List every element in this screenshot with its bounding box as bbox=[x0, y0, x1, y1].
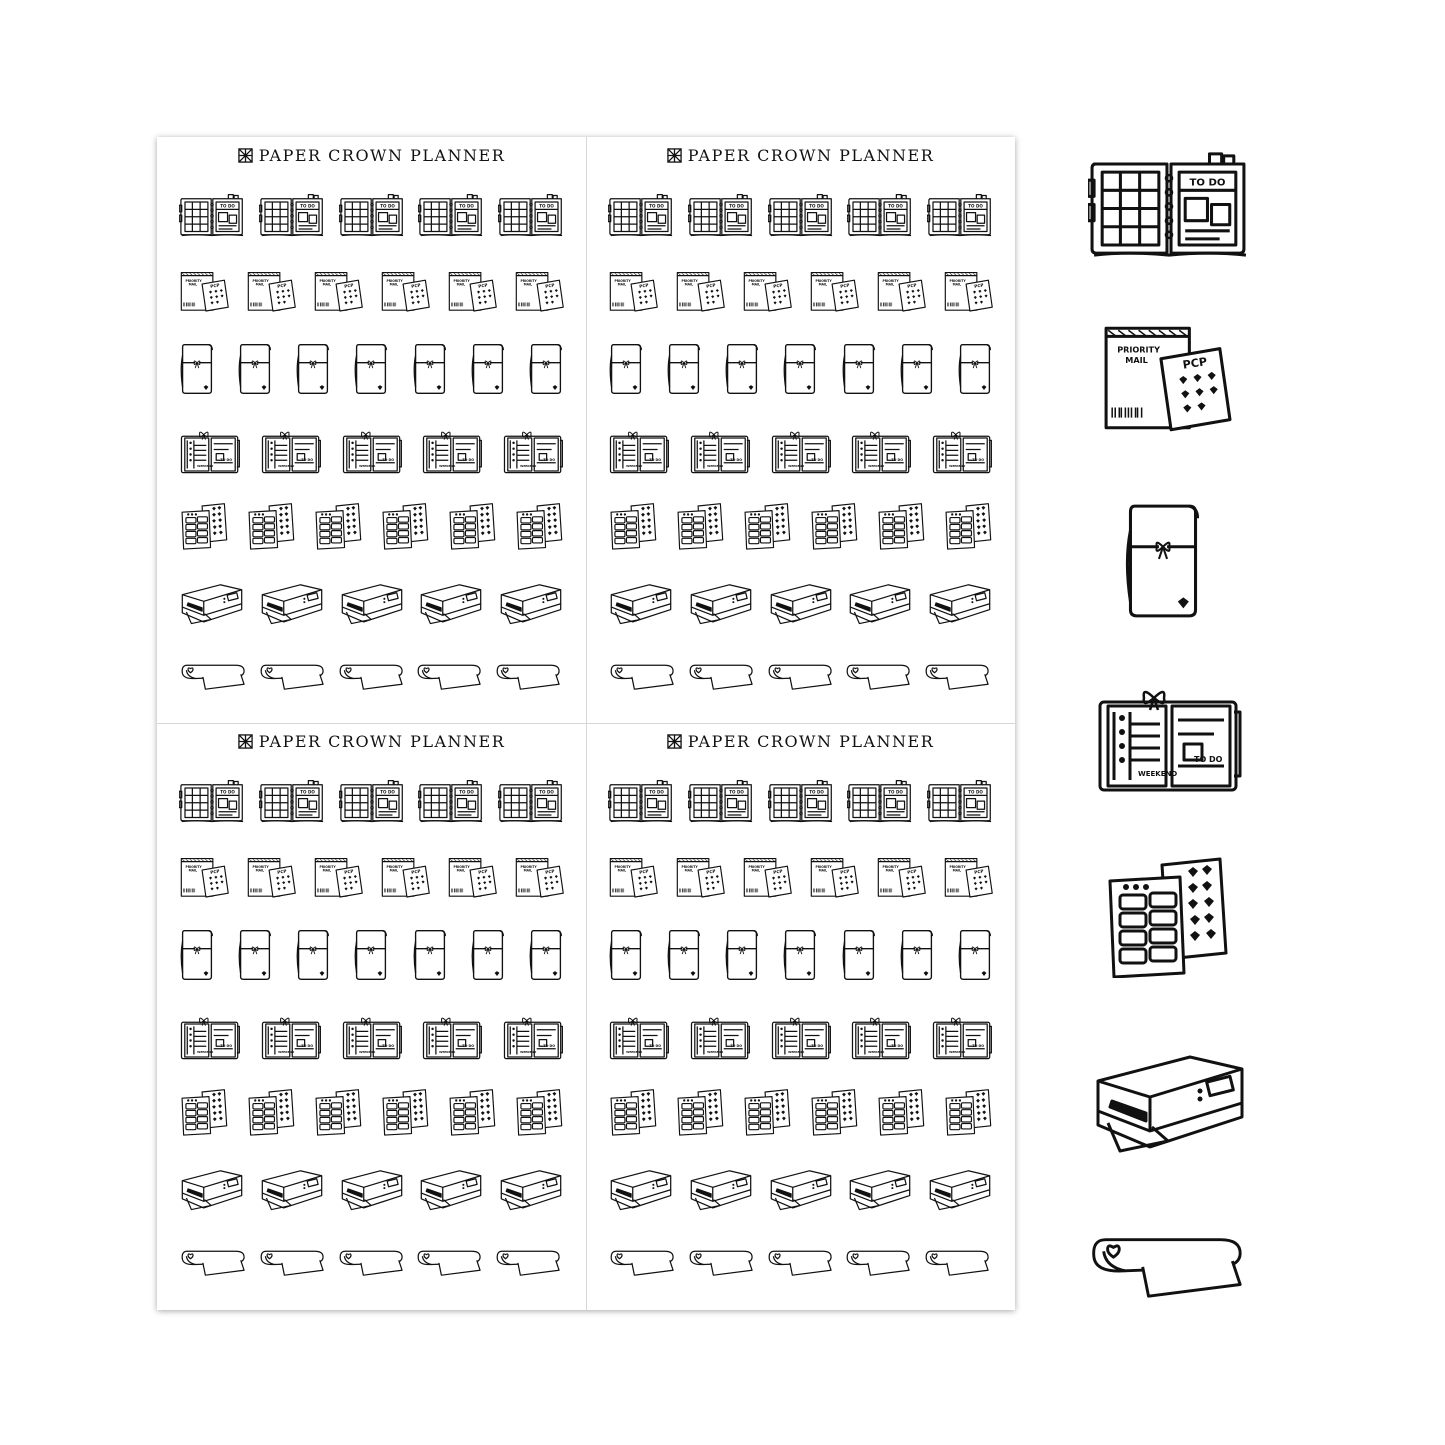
crown-box-logo-icon bbox=[238, 734, 253, 749]
laminator-icon bbox=[258, 1245, 328, 1279]
open-planner-bow-icon bbox=[502, 427, 564, 477]
planner-todo-icon bbox=[847, 193, 913, 238]
sheet-quadrant-top-left bbox=[157, 137, 586, 723]
sticker-row bbox=[608, 779, 993, 824]
sticker-sheets-icon bbox=[675, 1087, 725, 1137]
travelers-notebook-icon bbox=[412, 342, 448, 396]
planner-todo-icon bbox=[418, 193, 484, 238]
priority-mail-pcp-icon bbox=[608, 853, 658, 901]
travelers-notebook-icon bbox=[179, 928, 215, 982]
sticker-sheets-icon bbox=[742, 1087, 792, 1137]
crown-box-logo-icon bbox=[667, 148, 682, 163]
printer-icon bbox=[927, 581, 993, 629]
sticker-sheets-icon bbox=[313, 1087, 363, 1137]
planner-todo-icon bbox=[688, 193, 754, 238]
printer-icon-large bbox=[1090, 1048, 1250, 1164]
sticker-row bbox=[179, 928, 564, 982]
travelers-notebook-icon bbox=[412, 928, 448, 982]
sticker-row bbox=[179, 1167, 564, 1215]
open-planner-bow-icon bbox=[770, 427, 832, 477]
open-planner-bow-icon bbox=[421, 1013, 483, 1063]
printer-icon bbox=[768, 581, 834, 629]
planner-todo-icon bbox=[339, 193, 405, 238]
priority-mail-pcp-icon bbox=[246, 267, 296, 315]
sticker-row bbox=[608, 853, 993, 901]
priority-mail-pcp-icon bbox=[313, 853, 363, 901]
sticker-sheets-icon bbox=[313, 501, 363, 551]
laminator-icon bbox=[179, 659, 249, 693]
printer-icon bbox=[927, 1167, 993, 1215]
sticker-sheet bbox=[157, 137, 1015, 1310]
brand-name: PAPER CROWN PLANNER bbox=[258, 731, 506, 751]
laminator-icon bbox=[258, 659, 328, 693]
printer-icon bbox=[418, 581, 484, 629]
planner-todo-icon bbox=[259, 779, 325, 824]
travelers-notebook-icon bbox=[470, 928, 506, 982]
planner-todo-icon bbox=[608, 193, 674, 238]
sticker-sheets-icon bbox=[876, 1087, 926, 1137]
sticker-row bbox=[179, 581, 564, 629]
sticker-sheets-icon bbox=[179, 501, 229, 551]
travelers-notebook-icon bbox=[295, 928, 331, 982]
sticker-sheets-icon bbox=[608, 1087, 658, 1137]
sticker-sheets-icon bbox=[809, 1087, 859, 1137]
sticker-row bbox=[179, 193, 564, 238]
printer-icon bbox=[608, 581, 674, 629]
laminator-icon bbox=[608, 1245, 678, 1279]
printer-icon bbox=[847, 1167, 913, 1215]
open-planner-bow-icon bbox=[931, 427, 993, 477]
sticker-row bbox=[179, 427, 564, 477]
open-planner-bow-icon bbox=[341, 427, 403, 477]
sticker-row bbox=[179, 659, 564, 693]
sticker-row bbox=[179, 267, 564, 315]
travelers-notebook-icon bbox=[179, 342, 215, 396]
sticker-row bbox=[608, 928, 993, 982]
sticker-row bbox=[179, 1013, 564, 1063]
printer-icon bbox=[688, 581, 754, 629]
laminator-icon bbox=[179, 1245, 249, 1279]
sticker-row bbox=[179, 1245, 564, 1279]
priority-mail-pcp-icon bbox=[313, 267, 363, 315]
priority-mail-pcp-icon bbox=[447, 267, 497, 315]
priority-mail-pcp-icon bbox=[742, 267, 792, 315]
printer-icon bbox=[608, 1167, 674, 1215]
sticker-sheets-icon bbox=[809, 501, 859, 551]
travelers-notebook-icon bbox=[666, 928, 702, 982]
open-planner-bow-icon bbox=[770, 1013, 832, 1063]
open-planner-bow-icon bbox=[421, 427, 483, 477]
planner-todo-icon bbox=[179, 193, 245, 238]
sheet-quadrant-top-right bbox=[586, 137, 1015, 723]
travelers-notebook-icon bbox=[957, 928, 993, 982]
priority-mail-pcp-icon bbox=[675, 267, 725, 315]
open-planner-bow-icon bbox=[179, 1013, 241, 1063]
laminator-icon bbox=[766, 659, 836, 693]
open-planner-bow-icon bbox=[931, 1013, 993, 1063]
laminator-icon bbox=[844, 659, 914, 693]
brand-header bbox=[157, 145, 586, 165]
planner-todo-icon bbox=[847, 779, 913, 824]
laminator-icon bbox=[923, 1245, 993, 1279]
open-planner-bow-icon bbox=[260, 1013, 322, 1063]
printer-icon bbox=[498, 1167, 564, 1215]
priority-mail-pcp-icon bbox=[742, 853, 792, 901]
priority-mail-pcp-icon bbox=[447, 853, 497, 901]
laminator-icon bbox=[766, 1245, 836, 1279]
sticker-row bbox=[608, 427, 993, 477]
open-planner-bow-icon bbox=[608, 427, 670, 477]
priority-mail-pcp-icon bbox=[876, 853, 926, 901]
brand-name: PAPER CROWN PLANNER bbox=[687, 145, 935, 165]
sticker-sheets-icon bbox=[380, 1087, 430, 1137]
priority-mail-pcp-icon bbox=[179, 267, 229, 315]
printer-icon bbox=[418, 1167, 484, 1215]
sheet-quadrant-bottom-right bbox=[586, 723, 1015, 1309]
laminator-icon bbox=[494, 1245, 564, 1279]
sticker-row bbox=[608, 581, 993, 629]
travelers-notebook-icon bbox=[724, 928, 760, 982]
printer-icon bbox=[498, 581, 564, 629]
planner-todo-icon bbox=[418, 779, 484, 824]
travelers-notebook-icon bbox=[608, 342, 644, 396]
travelers-notebook-icon bbox=[957, 342, 993, 396]
planner-todo-icon bbox=[259, 193, 325, 238]
sticker-sheets-icon bbox=[675, 501, 725, 551]
laminator-icon bbox=[687, 659, 757, 693]
planner-todo-icon bbox=[688, 779, 754, 824]
priority-mail-pcp-icon bbox=[675, 853, 725, 901]
open-planner-bow-icon bbox=[850, 427, 912, 477]
crown-box-logo-icon bbox=[667, 734, 682, 749]
planner-todo-icon bbox=[498, 779, 564, 824]
laminator-icon bbox=[687, 1245, 757, 1279]
sticker-sheets-icon-large bbox=[1102, 856, 1232, 978]
laminator-icon bbox=[337, 659, 407, 693]
sticker-sheets-icon bbox=[447, 501, 497, 551]
sheet-quadrant-bottom-left bbox=[157, 723, 586, 1309]
printer-icon bbox=[339, 581, 405, 629]
brand-header bbox=[586, 145, 1015, 165]
sticker-sheets-icon bbox=[179, 1087, 229, 1137]
sticker-sheets-icon bbox=[246, 1087, 296, 1137]
sticker-sheets-icon bbox=[943, 501, 993, 551]
travelers-notebook-icon bbox=[528, 928, 564, 982]
open-planner-bow-icon bbox=[341, 1013, 403, 1063]
laminator-icon bbox=[415, 1245, 485, 1279]
travelers-notebook-icon bbox=[295, 342, 331, 396]
printer-icon bbox=[179, 1167, 245, 1215]
priority-mail-pcp-icon bbox=[943, 853, 993, 901]
sticker-row bbox=[608, 659, 993, 693]
priority-mail-pcp-icon-large bbox=[1100, 320, 1232, 434]
open-planner-bow-icon bbox=[689, 427, 751, 477]
travelers-notebook-icon bbox=[782, 342, 818, 396]
travelers-notebook-icon bbox=[353, 342, 389, 396]
crown-box-logo-icon bbox=[238, 148, 253, 163]
brand-name: PAPER CROWN PLANNER bbox=[687, 731, 935, 751]
open-planner-bow-icon bbox=[689, 1013, 751, 1063]
travelers-notebook-icon bbox=[470, 342, 506, 396]
travelers-notebook-icon bbox=[841, 342, 877, 396]
sticker-row bbox=[179, 1087, 564, 1137]
laminator-icon bbox=[494, 659, 564, 693]
planner-todo-icon bbox=[498, 193, 564, 238]
sticker-sheets-icon bbox=[246, 501, 296, 551]
travelers-notebook-icon bbox=[724, 342, 760, 396]
sticker-row bbox=[179, 779, 564, 824]
planner-todo-icon bbox=[608, 779, 674, 824]
laminator-icon bbox=[415, 659, 485, 693]
open-planner-bow-icon bbox=[502, 1013, 564, 1063]
travelers-notebook-icon bbox=[608, 928, 644, 982]
sticker-sheets-icon bbox=[742, 501, 792, 551]
priority-mail-pcp-icon bbox=[943, 267, 993, 315]
sticker-sheets-icon bbox=[943, 1087, 993, 1137]
sticker-sheets-icon bbox=[876, 501, 926, 551]
laminator-icon bbox=[608, 659, 678, 693]
priority-mail-pcp-icon bbox=[514, 267, 564, 315]
open-planner-bow-icon bbox=[260, 427, 322, 477]
priority-mail-pcp-icon bbox=[514, 853, 564, 901]
travelers-notebook-icon bbox=[899, 342, 935, 396]
sticker-row bbox=[608, 1013, 993, 1063]
priority-mail-pcp-icon bbox=[380, 853, 430, 901]
sticker-sheets-icon bbox=[380, 501, 430, 551]
printer-icon bbox=[339, 1167, 405, 1215]
laminator-icon bbox=[844, 1245, 914, 1279]
open-planner-bow-icon bbox=[850, 1013, 912, 1063]
priority-mail-pcp-icon bbox=[876, 267, 926, 315]
sticker-row bbox=[608, 501, 993, 551]
sticker-row bbox=[608, 1245, 993, 1279]
printer-icon bbox=[768, 1167, 834, 1215]
laminator-icon bbox=[923, 659, 993, 693]
sticker-row bbox=[608, 1167, 993, 1215]
planner-todo-icon bbox=[768, 779, 834, 824]
travelers-notebook-icon-large bbox=[1122, 500, 1204, 622]
sticker-sheets-icon bbox=[514, 1087, 564, 1137]
priority-mail-pcp-icon bbox=[809, 267, 859, 315]
planner-todo-icon bbox=[339, 779, 405, 824]
sticker-row bbox=[608, 193, 993, 238]
sticker-row bbox=[608, 1087, 993, 1137]
priority-mail-pcp-icon bbox=[179, 853, 229, 901]
laminator-icon-large bbox=[1086, 1226, 1252, 1304]
priority-mail-pcp-icon bbox=[809, 853, 859, 901]
sticker-row bbox=[179, 853, 564, 901]
travelers-notebook-icon bbox=[841, 928, 877, 982]
brand-header bbox=[157, 731, 586, 751]
travelers-notebook-icon bbox=[666, 342, 702, 396]
sticker-row bbox=[179, 342, 564, 396]
priority-mail-pcp-icon bbox=[246, 853, 296, 901]
travelers-notebook-icon bbox=[782, 928, 818, 982]
open-planner-bow-icon bbox=[608, 1013, 670, 1063]
brand-header bbox=[586, 731, 1015, 751]
planner-todo-icon bbox=[927, 779, 993, 824]
travelers-notebook-icon bbox=[528, 342, 564, 396]
planner-todo-icon bbox=[927, 193, 993, 238]
printer-icon bbox=[179, 581, 245, 629]
planner-todo-icon-large bbox=[1088, 148, 1250, 263]
sticker-row bbox=[179, 501, 564, 551]
printer-icon bbox=[259, 581, 325, 629]
sticker-sheets-icon bbox=[447, 1087, 497, 1137]
travelers-notebook-icon bbox=[353, 928, 389, 982]
sticker-row bbox=[608, 267, 993, 315]
sticker-row bbox=[608, 342, 993, 396]
planner-todo-icon bbox=[768, 193, 834, 238]
printer-icon bbox=[688, 1167, 754, 1215]
open-planner-bow-icon bbox=[179, 427, 241, 477]
travelers-notebook-icon bbox=[237, 928, 273, 982]
priority-mail-pcp-icon bbox=[380, 267, 430, 315]
sticker-sheets-icon bbox=[608, 501, 658, 551]
travelers-notebook-icon bbox=[237, 342, 273, 396]
sticker-sheets-icon bbox=[514, 501, 564, 551]
open-planner-bow-icon-large bbox=[1094, 680, 1244, 800]
brand-name: PAPER CROWN PLANNER bbox=[258, 145, 506, 165]
printer-icon bbox=[847, 581, 913, 629]
laminator-icon bbox=[337, 1245, 407, 1279]
planner-todo-icon bbox=[179, 779, 245, 824]
travelers-notebook-icon bbox=[899, 928, 935, 982]
printer-icon bbox=[259, 1167, 325, 1215]
priority-mail-pcp-icon bbox=[608, 267, 658, 315]
